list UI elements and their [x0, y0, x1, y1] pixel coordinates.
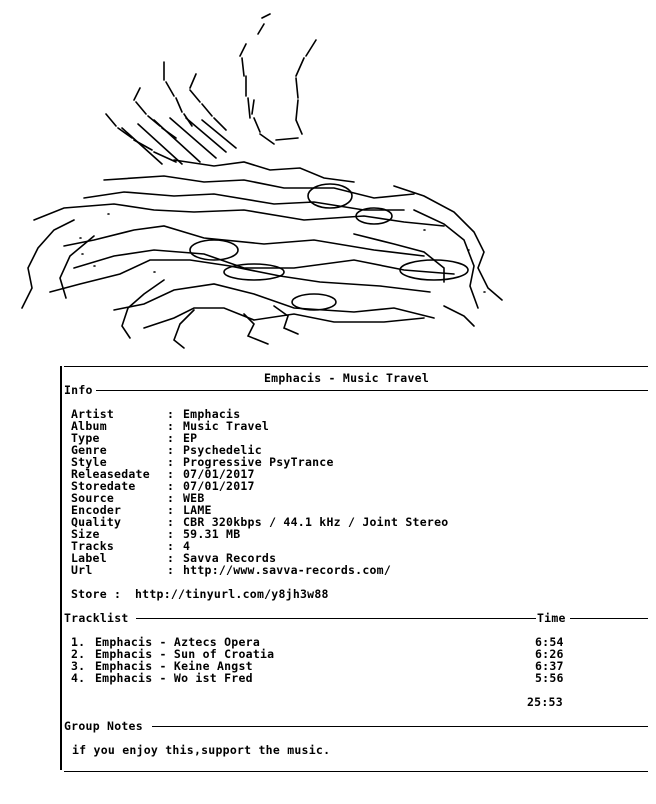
- group-notes-header: [64, 720, 648, 732]
- ascii-art-logo: [14, 10, 514, 350]
- tracklist-header: [64, 612, 648, 624]
- left-border: [60, 366, 62, 770]
- tracklist-header-label: Tracklist: [64, 611, 129, 625]
- info-header-label: Info: [64, 383, 93, 397]
- track-row: 4. Emphacis - Wo ist Fred 5:56: [71, 671, 564, 685]
- store-link[interactable]: http://tinyurl.com/y8jh3w88: [135, 587, 329, 601]
- track-row: 2. Emphacis - Sun of Croatia 6:26: [71, 647, 564, 661]
- time-header-label: Time: [537, 611, 566, 625]
- track-row: 1. Emphacis - Aztecs Opera 6:54: [71, 635, 564, 649]
- info-header: [64, 384, 648, 396]
- group-notes-text: if you enjoy this,support the music.: [72, 743, 331, 757]
- group-notes-header-label: Group Notes: [64, 719, 143, 733]
- release-title: Emphacis - Music Travel: [264, 371, 429, 385]
- label-url-link[interactable]: http://www.savva-records.com/: [183, 563, 392, 577]
- track-row: 3. Emphacis - Keine Angst 6:37: [71, 659, 564, 673]
- total-time: 25:53: [527, 695, 563, 709]
- top-rule: [64, 366, 648, 367]
- bottom-rule: [64, 771, 648, 772]
- nfo-sheet: Emphacis - Music Travel Info Artist : Emphacis Album : Music Travel Type : EP Genre : Psychedelic Style : Progressive PsyTrance Releasedate : 07/01/2017 Storedate : 07/01/2017 Source : WEB Encoder : LAME Quality : CBR 320kbps / 44.1 kHz / Joint Stereo Size : 59.31 MB Tracks : 4 Label : Savva Records Url : http://www.savva-records.com/ Store : http://tinyurl.com/y8jh3w88 Tracklist Time 1. Emphacis - Aztecs Opera 6:54 2. Emphacis - Sun of Croatia 6:26 3. Emphacis - Keine Angst 6:37 4. Emphacis - Wo ist Fred 5:56 25:53 Group Notes if you enjoy this,support the music.: [60, 366, 648, 772]
